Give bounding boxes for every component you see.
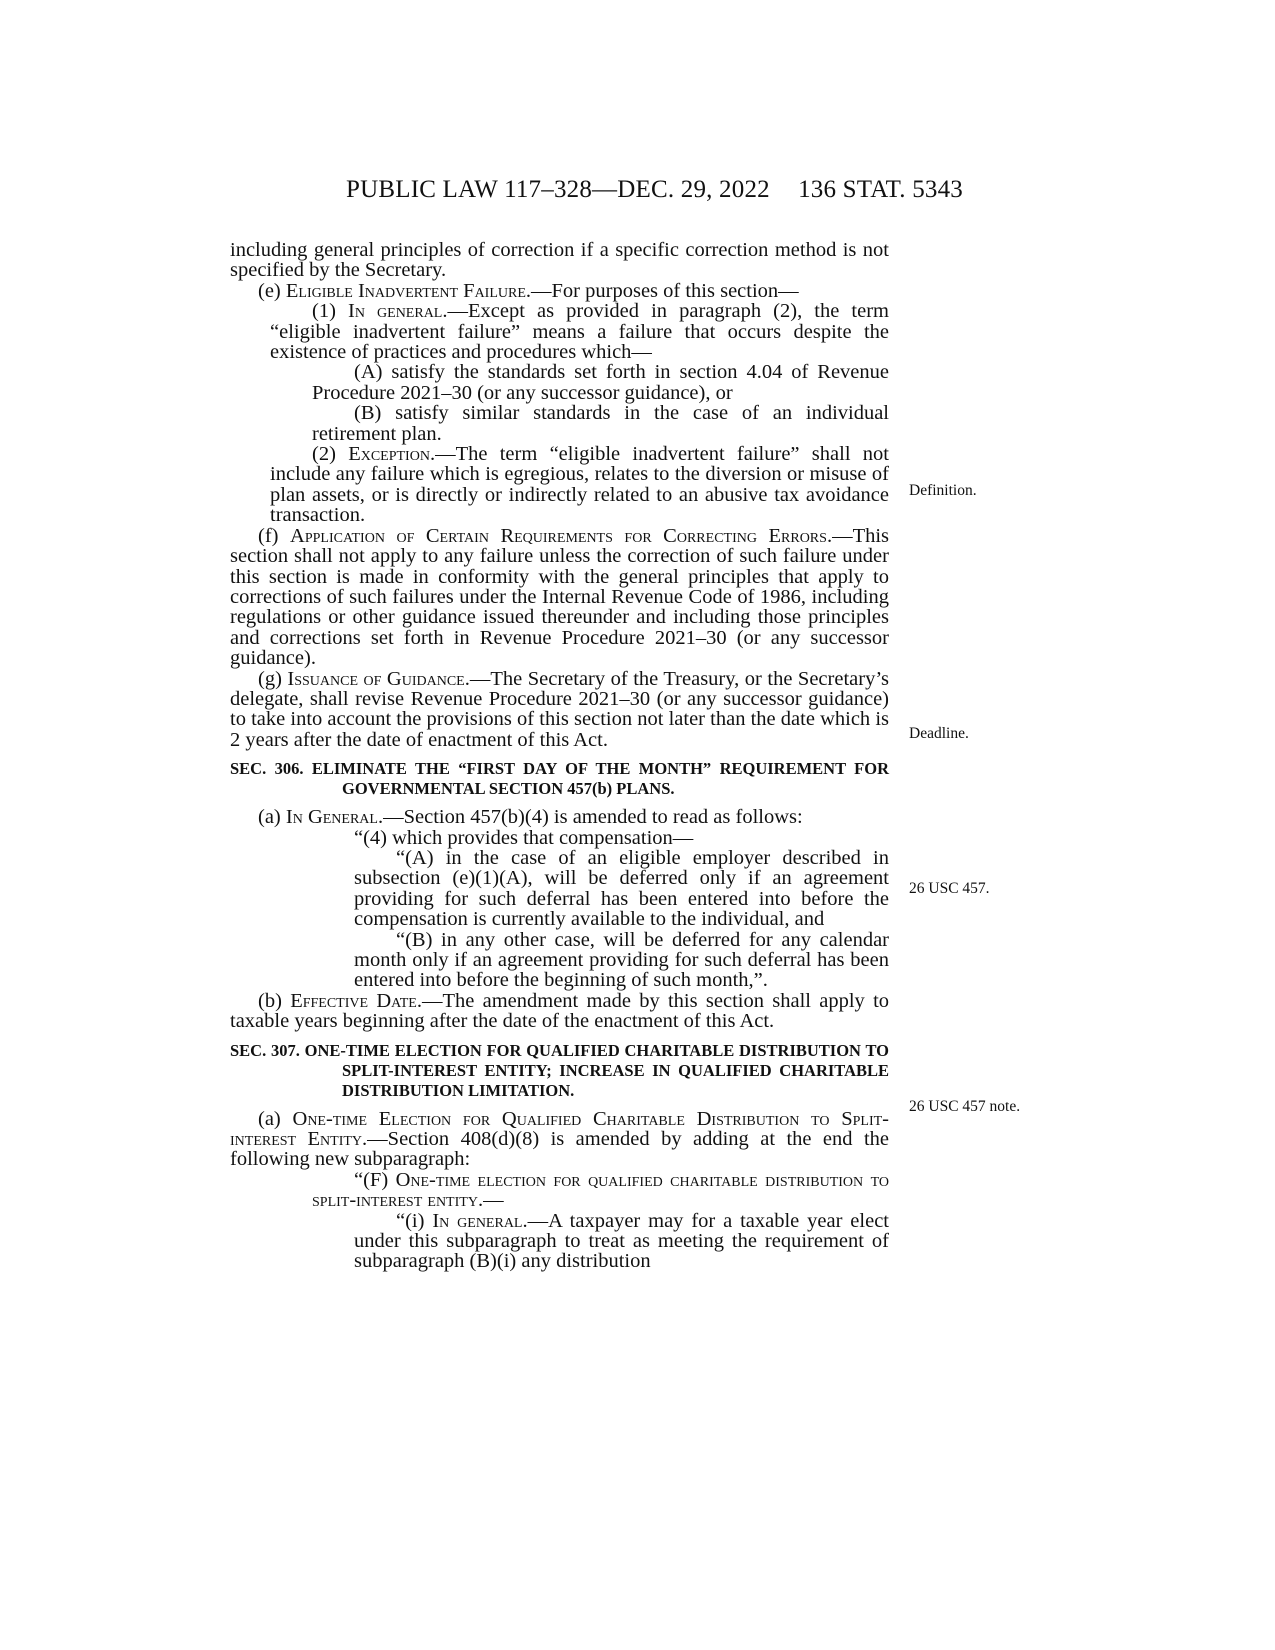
subsection-e-heading: Eligible Inadvertent Failure — [285, 279, 526, 302]
subsection-f: (f) Application of Certain Requirements for Correcting Errors.—This section shall not apply to any failure unless the correction of such failure under this section is made in conformity with the general principles that apply to corrections of such failures under the Internal Revenue Code of 1986, including regulations or other guidance issued thereunder and including those principles and corrections set forth in Revenue Procedure 2021–30 (or any successor guidance). — [230, 524, 890, 670]
quoted-subparagraph-B: “(B) in any other case, will be deferred for any calendar month only if an agreement providing for such deferral has been entered into before the beginning of such month,”. — [354, 928, 889, 992]
section-306-subsection-a: (a) In General.—Section 457(b)(4) is amended to read as follows: — [258, 806, 803, 829]
running-header-title: PUBLIC LAW 117–328—DEC. 29, 2022 — [346, 176, 770, 203]
quoted-clause-i-heading: In general — [432, 1209, 523, 1232]
subparagraph-e1B: (B) satisfy similar standards in the case of an individual retirement plan. — [312, 402, 889, 445]
paragraph-e1-heading: In general — [348, 300, 443, 323]
subsection-g-heading: Issuance of Guidance — [287, 667, 465, 690]
section-307-heading: SEC. 307. ONE-TIME ELECTION FOR QUALIFIED CHARITABLE DISTRIBUTION TO SPLIT-INTEREST ENTITY; INCREASE IN QUALIFIED CHARITABLE DISTRIBUTION LIMITATION. — [230, 1040, 889, 1100]
section-307-subsection-a: (a) One-time Election for Qualified Charitable Distribution to Split-interest Entity.—Section 408(d)(8) is amended by adding at the end the following new subparagraph: — [230, 1107, 889, 1171]
paragraph-e2-heading: Exception — [348, 443, 430, 466]
section-306-subsection-b: (b) Effective Date.—The amendment made by this section shall apply to taxable years beginning after the date of the enactment of this Act. — [230, 989, 890, 1033]
subparagraph-e1A: (A) satisfy the standards set forth in section 4.04 of Revenue Procedure 2021–30 (or any successor guidance), or — [312, 361, 889, 404]
paragraph-continuation: including general principles of correction if a specific correction method is not specified by the Secretary. — [230, 239, 889, 282]
running-header-page-number: 136 STAT. 5343 — [798, 176, 963, 203]
margin-note-definition: Definition. — [909, 482, 977, 499]
section-306-subsection-a-heading: In General — [285, 806, 378, 829]
quoted-subparagraph-F: “(F) One-time election for qualified charitable distribution to split-interest entity.— — [312, 1168, 889, 1212]
paragraph-e1: (1) In general.—Except as provided in paragraph (2), the term “eligible inadvertent failure” means a failure that occurs despite the existence of practices and procedures which— — [270, 300, 890, 364]
subsection-e: (e) Eligible Inadvertent Failure.—For purposes of this section— — [258, 279, 799, 302]
quoted-subparagraph-F-heading: One-time election for qualified charitable distribution to split-interest entity — [312, 1168, 889, 1212]
quoted-clause-i: “(i) In general.—A taxpayer may for a taxable year elect under this subparagraph to treat as meeting the requirement of subparagraph (B)(i) any distribution — [354, 1209, 889, 1273]
body-text-column — [230, 240, 889, 1272]
margin-note-usc-457-note: 26 USC 457 note. — [909, 1098, 1021, 1115]
margin-note-deadline: Deadline. — [909, 725, 969, 742]
subsection-g: (g) Issuance of Guidance.—The Secretary of the Treasury, or the Secretary’s delegate, shall revise Revenue Procedure 2021–30 (or any successor guidance) to take into account the provisions of this section not later than the date which is 2 years after the date of enactment of this Act. — [230, 667, 889, 751]
quoted-paragraph-4: “(4) which provides that compensation— — [354, 826, 694, 849]
section-307-subsection-a-heading: One-time Election for Qualified Charitable Distribution to Split-interest Entity — [230, 1107, 889, 1151]
quoted-subparagraph-A: “(A) in the case of an eligible employer described in subsection (e)(1)(A), will be deferred only if an agreement providing for such deferral has been entered into before the compensation is currently available to the individual, and — [354, 846, 889, 931]
paragraph-e2: (2) Exception.—The term “eligible inadvertent failure” shall not include any failure which is egregious, relates to the diversion or misuse of plan assets, or is directly or indirectly related to an abusive tax avoidance transaction. — [270, 443, 889, 527]
subsection-f-heading: Application of Certain Requirements for Correcting Errors — [290, 524, 827, 547]
section-306-subsection-b-heading: Effective Date — [290, 989, 417, 1012]
margin-note-usc-457: 26 USC 457. — [909, 880, 990, 897]
section-306-heading: SEC. 306. ELIMINATE THE “FIRST DAY OF THE MONTH” REQUIREMENT FOR GOVERNMENTAL SECTION 457(b) PLANS. — [230, 759, 889, 799]
